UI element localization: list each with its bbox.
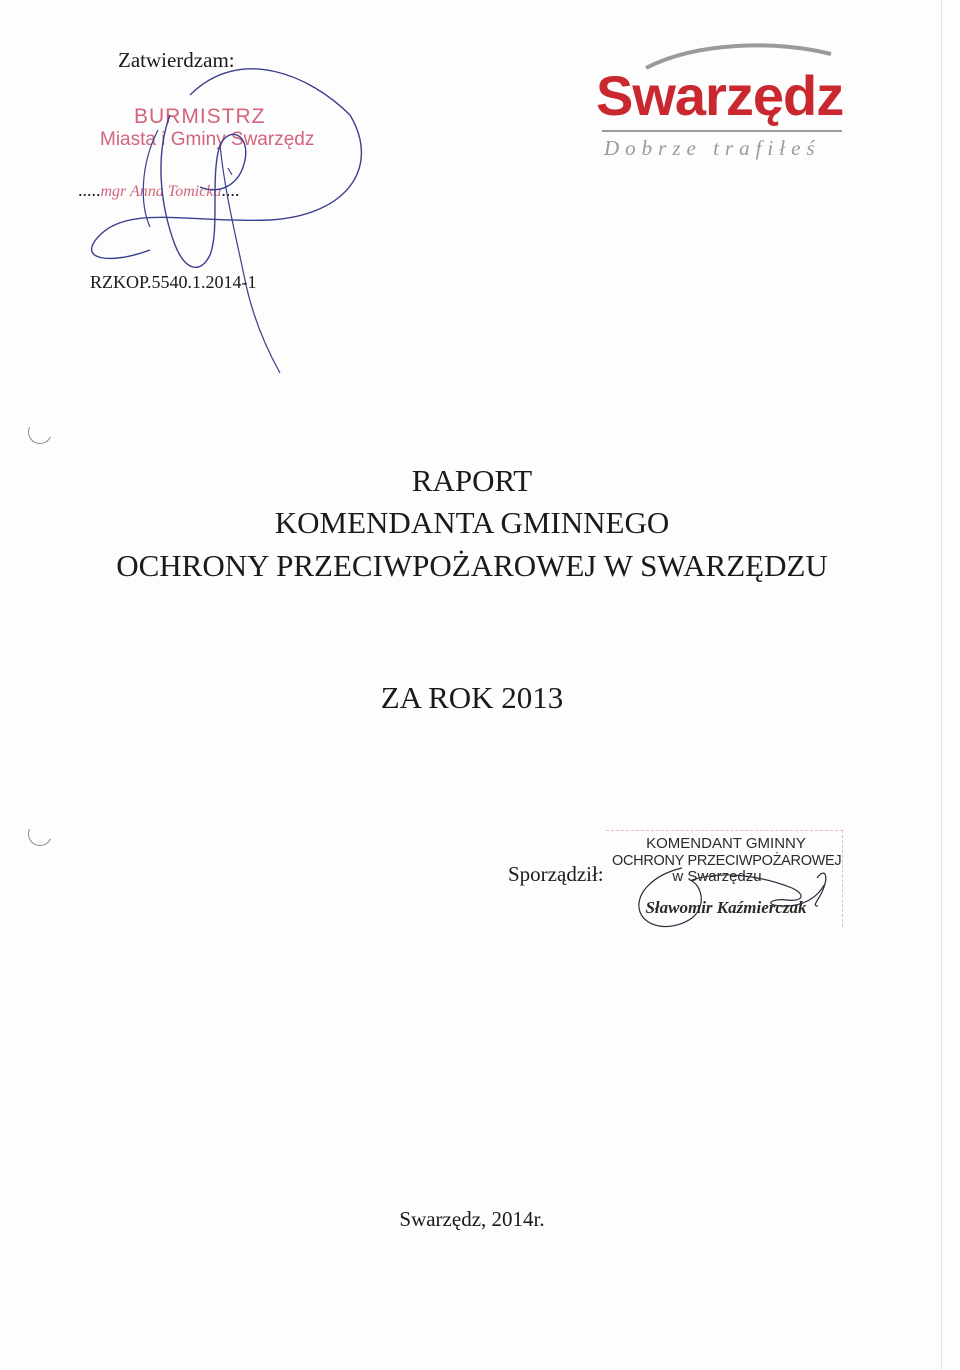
title-line-1: RAPORT (411, 463, 533, 498)
commander-stamp-line-3: w Swarzędzu (672, 868, 762, 886)
commander-name: Sławomir Kaźmierczak (645, 898, 807, 917)
logo-slogan: Dobrze trafiłeś (604, 136, 821, 160)
logo-wordmark: Swarzędz (596, 64, 844, 127)
title-line-3: OCHRONY PRZECIWPOŻAROWEJ W SWARZĘDZU (116, 547, 828, 583)
swarzedz-logo (596, 40, 846, 170)
signature-dots-left: ..... (78, 180, 101, 200)
reference-number: RZKOP.5540.1.2014-1 (90, 272, 257, 292)
punch-hole-mark (25, 819, 56, 850)
report-year: ZA ROK 2013 (380, 680, 564, 715)
place-and-date: Swarzędz, 2014r. (399, 1207, 545, 1231)
report-title (0, 460, 944, 587)
logo-divider (602, 130, 842, 132)
commander-stamp-line-2: OCHRONY PRZECIWPOŻAROWEJ (612, 852, 842, 869)
prepared-by-label: Sporządził: (508, 862, 604, 886)
mayor-stamp-subtitle: Miasta i Gminy Swarzędz (100, 128, 315, 150)
punch-hole-mark (25, 417, 56, 448)
signature-dots-right: .... (221, 180, 240, 200)
title-line-2: KOMENDANTA GMINNEGO (274, 505, 670, 541)
commander-stamp-line-1: KOMENDANT GMINNY (646, 835, 806, 852)
approval-label: Zatwierdzam: (118, 48, 235, 72)
mayor-stamp-title: BURMISTRZ (134, 105, 266, 128)
mayor-name: mgr Anna Tomicka (100, 183, 222, 200)
mayor-handwritten-signature (70, 55, 370, 385)
commander-handwritten-signature (612, 840, 852, 940)
